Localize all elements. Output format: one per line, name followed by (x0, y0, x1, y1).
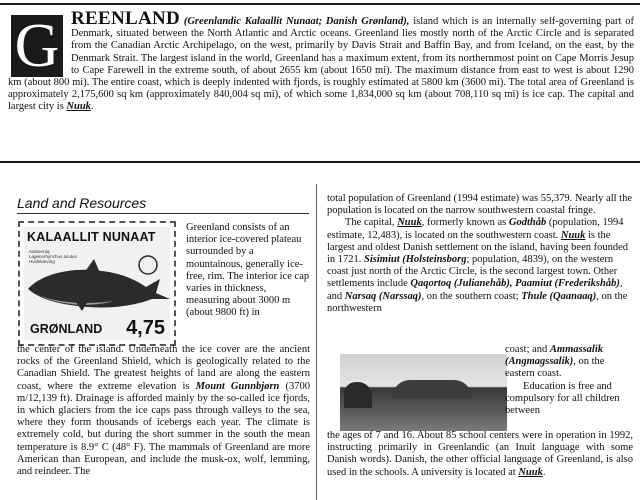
stamp-species: Aatseeraq Lagenorhynchus acutus Hvidskæving (29, 249, 77, 264)
education-paragraph: the ages of 7 and 16. About 85 school centers were in operation in 1992, instructing primarily in Greenlandic (an Inuit language with some Danish words). Danish, the other official language of Greenland, is also used in the schools. A university is located at Nuuk. (327, 430, 633, 478)
stamp-value: 4,75 (126, 317, 165, 339)
heading-underline (17, 213, 309, 214)
capital-link[interactable]: Nuuk (66, 101, 91, 113)
nuuk-link-3[interactable]: Nuuk (518, 466, 543, 478)
coastal-photo (340, 354, 507, 431)
capital-paragraph: The capital, Nuuk, formerly known as Godthåb (population, 1994 estimate, 12,483), is located on the southwestern coast. Nuuk is the largest and oldest Danish settlement on the island, having been founded in 1721. Sisimiut (Holsteinsborg; population, 4839), on the western coast just north of the Arctic Circle, is the second largest town. Other settlements include Qaqortoq (Julianehåb), Paamiut (Frederikshåb), and Narsaq (Narssaq), on the southern coast; Thule (Qaanaaq), on the northwestern (327, 217, 629, 314)
stamp-country: KALAALLIT NUNAAT (27, 230, 156, 244)
intro-body: island which is an internally self-governing part of Denmark, situated between the North Atlantic and Arctic oceans. Greenland lies mostly north of the Arctic Circle and is separated from the Canadian Arctic Archipelago, on the west, primarily by Davis Strait and Baffin Bay, and from Iceland, on the east, by the Denmark Strait. The largest island in the world, Greenland has a maximum extent, from its northernmost point on Cape Morris Jesup to Cape Farewell in the extreme south, of about 2655 km (about 1650 mi). The maximum distance from east to west is about 1290 km (about 800 mi). The entire coast, which is deeply indented with fjords, is roughly estimated at 5800 km (3600 mi). The total area of Greenland is approximately 2,175,600 sq km (approximately 840,004 sq mi), of which some 1,834,000 sq km (about 708,110 sq mi) is ice cap. The capital and largest city is (8, 16, 635, 113)
settlement-paragraph: coast; and Ammassalik (Angmagssalik), on the eastern coast. Education is free and compulsory for all children between (505, 344, 635, 417)
top-rule (0, 3, 640, 5)
dolphin-illustration (24, 249, 170, 319)
article-title: REENLAND (71, 8, 181, 29)
population-paragraph: total population of Greenland (1994 estimate) was 55,379. Nearly all the population is located on the narrow southwestern coastal fringe. The capital, Nuuk, formerly known as Godthåb (population, 1994 estimate, 12,483), is located on the southwestern coast. Nuuk is the largest and oldest Danish settlement on the island, having been founded in 1721. Sisimiut (Holsteinsborg; population, 4839), on the western coast just north of the Arctic Circle, is the second largest town. Other settlements include Qaqortoq (Julianehåb), Paamiut (Frederikshåb), and Narsaq (Narssaq), on the southern coast; Thule (Qaanaaq), on the northwestern (327, 193, 632, 314)
drop-cap: G (11, 15, 63, 77)
peak-name: Mount Gunnbjørn (195, 380, 280, 392)
native-names: (Greenlandic Kalaallit Nunaat; Danish Grønland), (183, 16, 410, 27)
stamp-name: GRØNLAND (30, 322, 103, 336)
land-paragraph-wrap: Greenland consists of an interior ice-covered plateau surrounded by a mountainous, generally ice-free, rim. The interior ice cap varies in thickness, measuring about 3000 m (about 9800 ft) in (186, 222, 310, 319)
section-heading: Land and Resources (17, 195, 147, 211)
land-paragraph: the center of the island. Underneath the ice cover are the ancient rocks of the Greenland Shield, which is geologically related to the Canadian Shield. The greatest heights of land are along the eastern coast, where the extreme elevation is Mount Gunnbjørn (3700 m/12,139 ft). Drainage is afforded mainly by the so-called ice fjords, in which glaciers from the ice caps pass through valleys to the sea, where they form thousands of icebergs each year. The climate is extremely cold, but during the short summer in the south the mean temperature is 8.9° C (48° F). The mammals of Greenland are more American than European, and include the musk-ox, wolf, lemming, and reindeer. The (17, 344, 310, 478)
column-divider (316, 184, 317, 500)
section-rule (0, 161, 640, 163)
stamp-image (24, 227, 170, 340)
nuuk-link-1[interactable]: Nuuk (397, 217, 422, 229)
nuuk-link-2[interactable]: Nuuk (560, 229, 586, 241)
intro-paragraph: G REENLAND (Greenlandic Kalaallit Nunaat; Danish Grønland), island which is an internally self-governing part of Denmark, situated between the North Atlantic and Arctic oceans. Greenland lies mostly north of the Arctic Circle and is separated from the Canadian Arctic Archipelago, on the west, primarily by Davis Strait and Baffin Bay, and from Iceland, on the east, by the Denmark Strait. The largest island in the world, Greenland has a maximum extent, from its northernmost point on Cape Morris Jesup to Cape Farewell in the extreme south, of about 2655 km (about 1650 mi). The maximum distance from east to west is about 1290 km (about 800 mi). The entire coast, which is deeply indented with fjords, is roughly estimated at 5800 km (3600 mi). The total area of Greenland is approximately 2,175,600 sq km (approximately 840,004 sq mi), of which some 1,834,000 sq km (about 708,110 sq mi) is ice cap. The capital and largest city is Nuuk. (8, 8, 635, 113)
postage-stamp (18, 221, 176, 346)
education-paragraph-start: Education is free and compulsory for all children between (505, 380, 620, 417)
